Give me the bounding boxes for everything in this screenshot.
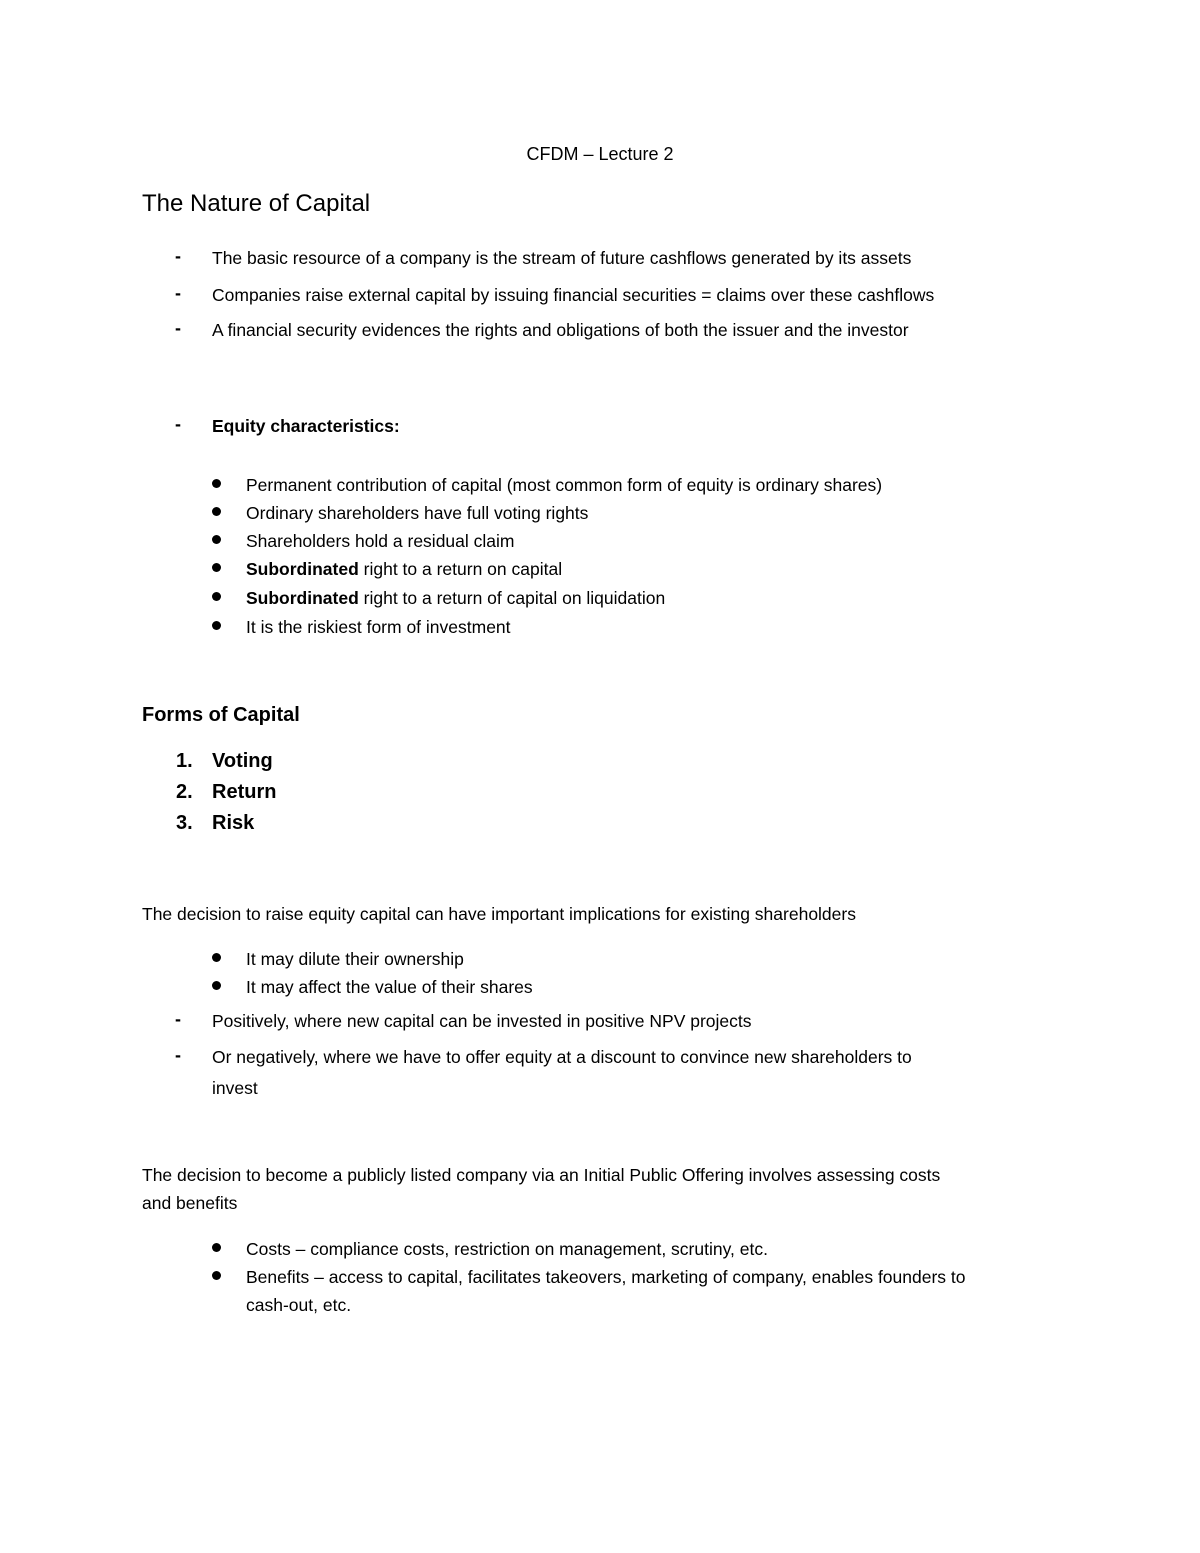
list-item: Or negatively, where we have to offer equity at a discount to convince new shareholders to [212,1047,912,1067]
bold-term: Subordinated [246,559,359,579]
list-item: Permanent contribution of capital (most common form of equity is ordinary shares) [246,475,883,495]
list-item: Positively, where new capital can be invested in positive NPV projects [212,1011,752,1031]
section-heading-nature-of-capital: The Nature of Capital [142,190,371,217]
bullet-dot [212,479,221,488]
section-heading-forms-of-capital: Forms of Capital [142,704,300,726]
bullet-dot [212,621,221,630]
list-item: It is the riskiest form of investment [246,617,511,637]
list-number: 1. [176,750,193,772]
list-item: Ordinary shareholders have full voting rights [246,503,589,523]
list-item-text: right to a return on capital [358,559,563,579]
bullet-dot [212,535,221,544]
list-item-text: right to a return of capital on liquidation [358,588,666,608]
dash-marker: - [175,246,181,266]
numbered-item: Voting [212,750,273,772]
numbered-item: Return [212,781,277,803]
list-item-continuation: cash-out, etc. [246,1295,352,1315]
list-item: The basic resource of a company is the stream of future cashflows generated by its assets [212,248,912,268]
document-title: CFDM – Lecture 2 [526,144,674,164]
list-item-continuation: invest [212,1078,258,1098]
bullet-dot [212,563,221,572]
dash-marker: - [175,318,181,338]
paragraph: The decision to raise equity capital can have important implications for existing shareholders [142,904,856,924]
list-item [246,587,665,609]
list-item: A financial security evidences the rights and obligations of both the issuer and the investor [212,320,909,340]
list-number: 3. [176,812,193,834]
list-item: Benefits – access to capital, facilitates takeovers, marketing of company, enables founders to [246,1267,966,1287]
numbered-item: Risk [212,812,255,834]
list-item [246,558,562,580]
bullet-dot [212,592,221,601]
bullet-dot [212,1243,221,1252]
list-number: 2. [176,781,193,803]
dash-marker: - [175,1045,181,1065]
dash-marker: - [175,283,181,303]
bold-term: Subordinated [246,588,359,608]
bullet-dot [212,1271,221,1280]
bullet-dot [212,953,221,962]
list-item: Companies raise external capital by issuing financial securities = claims over these cashflows [212,285,935,305]
list-item: It may affect the value of their shares [246,977,533,997]
dash-marker: - [175,414,181,434]
bullet-dot [212,981,221,990]
paragraph: The decision to become a publicly listed company via an Initial Public Offering involves assessing costs [142,1165,941,1185]
list-item: Shareholders hold a residual claim [246,531,515,551]
paragraph-continuation: and benefits [142,1193,238,1213]
list-item: Costs – compliance costs, restriction on management, scrutiny, etc. [246,1239,768,1259]
list-item: It may dilute their ownership [246,949,464,969]
equity-characteristics-heading: Equity characteristics: [212,416,400,436]
bullet-dot [212,507,221,516]
dash-marker: - [175,1009,181,1029]
